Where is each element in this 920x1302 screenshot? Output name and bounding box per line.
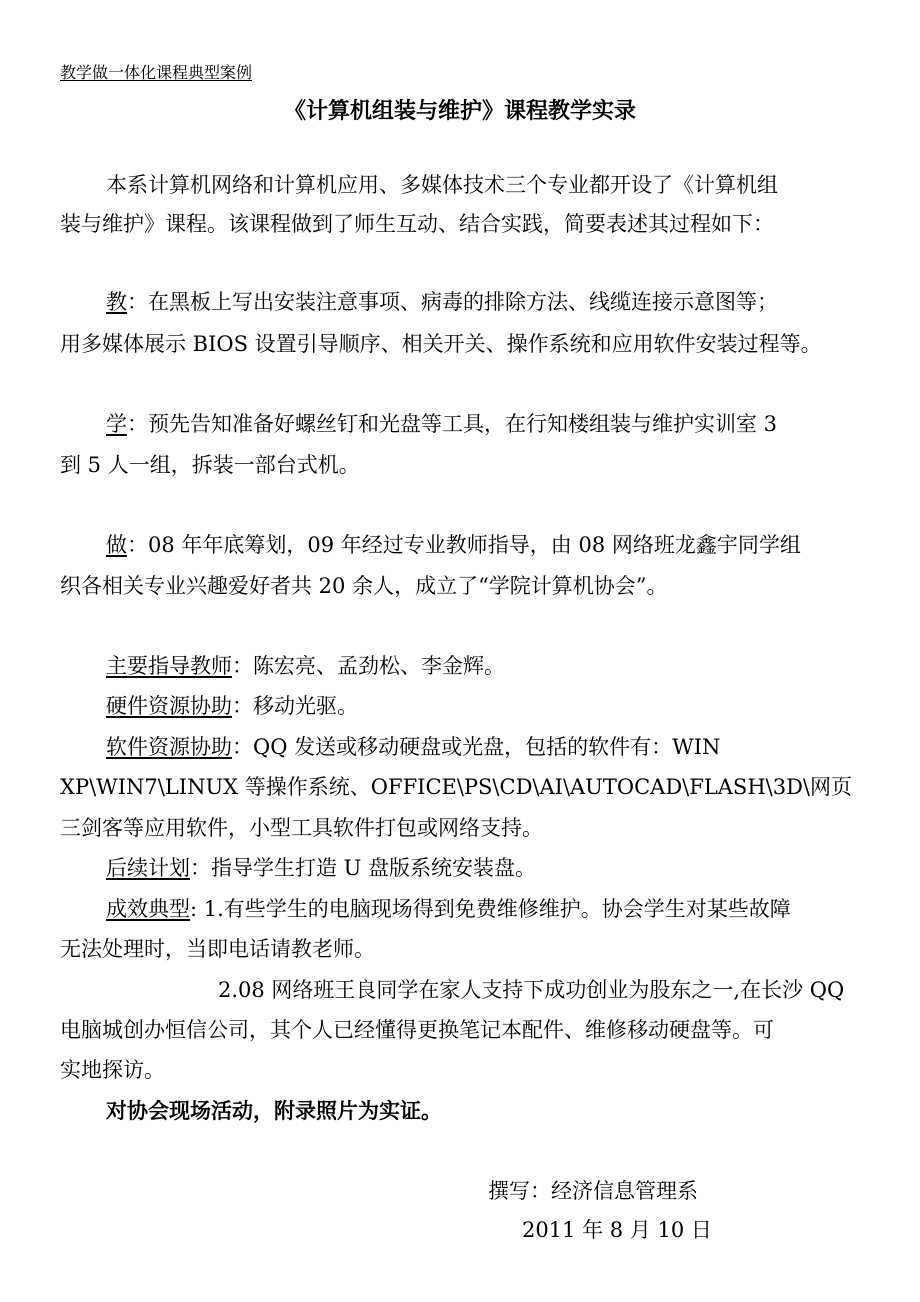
teachers-text: ：陈宏亮、孟劲松、李金辉。	[232, 654, 505, 678]
signature-date: 2011 年 8 月 10 日	[522, 1218, 712, 1242]
header-tag: 教学做一体化课程典型案例	[60, 63, 253, 82]
learn-paragraph-line-1	[106, 410, 777, 438]
intro-line-2: 装与维护》课程。该课程做到了师生互动、结合实践，简要表述其过程如下：	[60, 212, 774, 236]
hardware-label: 硬件资源协助	[106, 694, 232, 718]
software-text-2: XP\WIN7\LINUX 等操作系统、OFFICE\PS\CD\AI\AUTOCAD\FLASH\3D\网页	[60, 775, 852, 799]
results-label: 成效典型	[106, 897, 190, 921]
results-line-1	[106, 895, 791, 923]
do-paragraph-line-1	[106, 531, 801, 559]
do-label: 做	[106, 533, 127, 557]
evidence-line: 对协会现场活动，附录照片为实证。	[106, 1098, 442, 1123]
learn-text-1: ：预先告知准备好螺丝钉和光盘等工具，在行知楼组装与维护实训室 3	[127, 412, 778, 436]
do-text-2: 织各相关专业兴趣爱好者共 20 余人，成立了“学院计算机协会”。	[60, 574, 668, 598]
teach-text-2: 用多媒体展示 BIOS 设置引导顺序、相关开关、操作系统和应用软件安装过程等。	[60, 332, 822, 356]
signature-author: 撰写：经济信息管理系	[488, 1179, 698, 1203]
results-text-3: 2.08 网络班王良同学在家人支持下成功创业为股东之一,在长沙 QQ	[218, 978, 845, 1002]
intro-line-1: 本系计算机网络和计算机应用、多媒体技术三个专业都开设了《计算机组	[106, 173, 778, 197]
plan-line	[106, 854, 536, 882]
results-text-1: : 1.有些学生的电脑现场得到免费维修维护。协会学生对某些故障	[190, 897, 791, 921]
teach-text-1: ：在黑板上写出安装注意事项、病毒的排除方法、线缆连接示意图等；	[127, 290, 778, 314]
hardware-line	[106, 692, 358, 720]
teach-label: 教	[106, 290, 127, 314]
teachers-label: 主要指导教师	[106, 654, 232, 678]
results-text-4: 电脑城创办恒信公司，其个人已经懂得更换笔记本配件、维修移动硬盘等。可	[60, 1018, 774, 1042]
teachers-line	[106, 652, 505, 680]
software-line-1	[106, 733, 720, 761]
results-text-2: 无法处理时，当即电话请教老师。	[60, 937, 375, 961]
learn-label: 学	[106, 412, 127, 436]
software-text-3: 三剑客等应用软件，小型工具软件打包或网络支持。	[60, 816, 543, 840]
learn-text-2: 到 5 人一组，拆装一部台式机。	[60, 453, 360, 477]
software-label: 软件资源协助	[106, 735, 232, 759]
teach-paragraph-line-1	[106, 288, 778, 316]
page-title: 《计算机组装与维护》课程教学实录	[283, 98, 636, 124]
software-text-1: ：QQ 发送或移动硬盘或光盘，包括的软件有：WIN	[232, 735, 721, 759]
plan-label: 后续计划	[106, 856, 190, 880]
hardware-text: ：移动光驱。	[232, 694, 358, 718]
plan-text: ：指导学生打造 U 盘版系统安装盘。	[190, 856, 537, 880]
do-text-1: ：08 年年底筹划，09 年经过专业教师指导，由 08 网络班龙鑫宇同学组	[127, 533, 801, 557]
results-text-5: 实地探访。	[60, 1058, 165, 1082]
